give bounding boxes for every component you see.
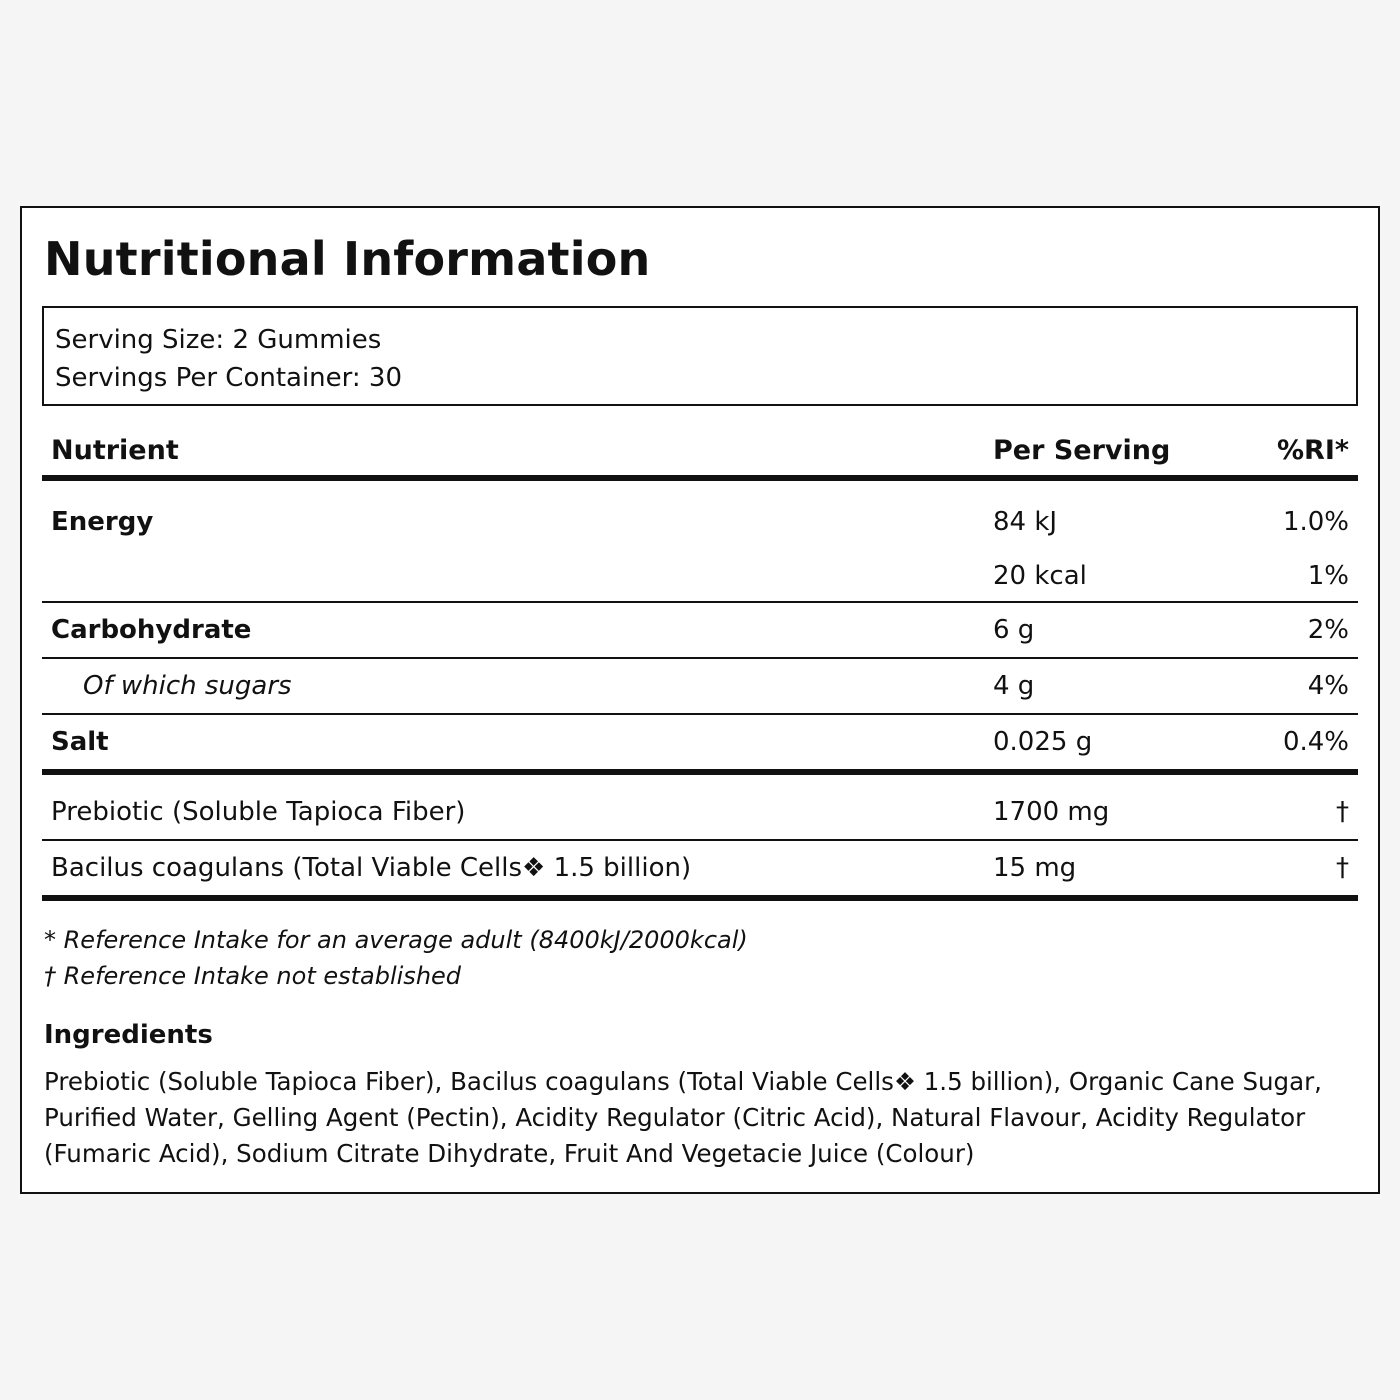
- footnote-not-established: † Reference Intake not established: [44, 962, 462, 990]
- nutrient-name: Carbohydrate: [51, 615, 252, 645]
- nutrient-amount: 0.025 g: [993, 727, 1093, 757]
- table-row-carbohydrate: [42, 603, 1358, 659]
- nutrient-name: Salt: [51, 727, 109, 757]
- label-title: Nutritional Information: [44, 232, 651, 286]
- ingredients-list: Prebiotic (Soluble Tapioca Fiber), Bacilus coagulans (Total Viable Cells❖ 1.5 billion), Organic Cane Sugar, Purified Water, Gelling Agent (Pectin), Acidity Regulator (Citric Acid), Natural Flavour, Acidity Regulator (Fumaric Acid), Sodium Citrate Dihydrate, Fruit And Vegetacie Juice (Colour): [44, 1067, 1322, 1168]
- nutrient-amount: 6 g: [993, 615, 1035, 645]
- table-row-prebiotic: [42, 775, 1358, 841]
- table-row-sugars: [42, 659, 1358, 715]
- nutrient-ri: 0.4%: [1282, 727, 1349, 757]
- table-row-salt: [42, 715, 1358, 775]
- energy-kcal-ri: 1%: [1307, 561, 1349, 591]
- nutrition-label: [20, 206, 1380, 1194]
- nutrient-name: Prebiotic (Soluble Tapioca Fiber): [51, 797, 466, 827]
- header-per-serving: Per Serving: [993, 435, 1171, 466]
- nutrient-ri: †: [1336, 797, 1349, 827]
- servings-per-container: Servings Per Container: 30: [55, 363, 403, 393]
- nutrition-table: [42, 427, 1358, 901]
- header-nutrient: Nutrient: [51, 435, 179, 466]
- nutrient-ri: 2%: [1307, 615, 1349, 645]
- table-row-energy: [42, 481, 1358, 603]
- footnote-reference-intake: * Reference Intake for an average adult (8400kJ/2000kcal): [44, 926, 748, 954]
- energy-kj-ri: 1.0%: [1282, 507, 1349, 537]
- header-ri: %RI*: [1276, 435, 1349, 466]
- nutrient-name: Bacilus coagulans (Total Viable Cells❖ 1.5 billion): [51, 853, 692, 883]
- table-row-bacillus: [42, 841, 1358, 901]
- ingredients-heading: Ingredients: [44, 1020, 213, 1050]
- nutrient-amount: 1700 mg: [993, 797, 1110, 827]
- nutrient-ri: †: [1336, 853, 1349, 883]
- nutrient-name: Energy: [51, 507, 154, 537]
- energy-kj-value: 84 kJ: [993, 507, 1058, 537]
- nutrient-amount: 4 g: [993, 671, 1035, 701]
- nutrient-amount: 15 mg: [993, 853, 1077, 883]
- serving-size: Serving Size: 2 Gummies: [55, 325, 382, 355]
- energy-kcal-value: 20 kcal: [993, 561, 1087, 591]
- nutrient-name: Of which sugars: [83, 671, 292, 701]
- footnotes: [44, 922, 748, 994]
- table-header-row: [42, 427, 1358, 481]
- serving-info-box: [42, 306, 1358, 406]
- nutrient-ri: 4%: [1307, 671, 1349, 701]
